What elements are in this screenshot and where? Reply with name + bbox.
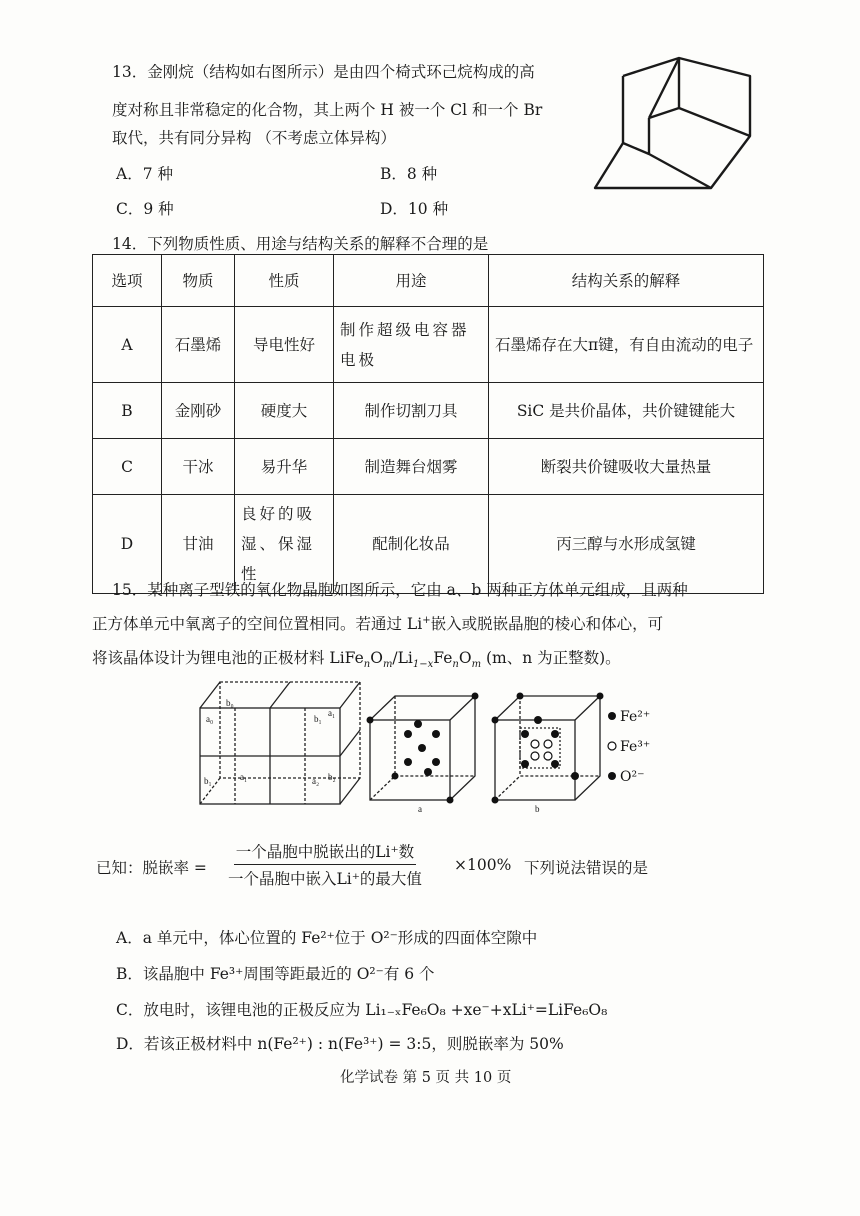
cell: 良好的吸湿、保湿性	[235, 495, 334, 594]
cell: 制造舞台烟雾	[334, 439, 489, 495]
header-explanation: 结构关系的解释	[489, 255, 764, 307]
subunit-label-a: a	[418, 804, 422, 812]
adamantane-structure-diagram	[585, 48, 775, 198]
cell: 配制化妆品	[334, 495, 489, 594]
o2-legend-marker	[608, 772, 616, 780]
q14-table	[92, 254, 764, 594]
q15-line1: 15．某种离子型铁的氧化物晶胞如图所示，它由 a、b 两种正方体单元组成，且两种	[112, 581, 688, 599]
fraction-numerator: 一个晶胞中脱嵌出的Li⁺数	[234, 840, 416, 865]
crystal-cell-figure	[190, 672, 670, 812]
q15-ask: 下列说法错误的是	[524, 859, 649, 877]
known-prefix: 已知：脱嵌率 =	[96, 859, 207, 877]
table-header-row	[93, 255, 764, 307]
cell: 丙三醇与水形成氢键	[489, 495, 764, 594]
legend-o2: O²⁻	[620, 769, 645, 785]
cell: 制作切割刀具	[334, 383, 489, 439]
header-use: 用途	[334, 255, 489, 307]
q13-line3: 取代，共有同分异构 （不考虑立体异构）	[112, 129, 396, 147]
header-option: 选项	[93, 255, 162, 307]
q15-option-d: D．若该正极材料中 n(Fe²⁺) : n(Fe³⁺) = 3:5，则脱嵌率为 50%	[116, 1035, 564, 1053]
fe3-legend-marker	[608, 742, 616, 750]
header-substance: 物质	[162, 255, 235, 307]
cell-label: a₂	[312, 776, 320, 786]
q13-option-c: C．9 种	[116, 200, 174, 218]
q13-line1: 13．金刚烷（结构如右图所示）是由四个椅式环己烷构成的高	[112, 63, 535, 81]
table-row	[93, 383, 764, 439]
cell-label: a₀	[206, 714, 214, 724]
q15-line2: 正方体单元中氧离子的空间位置相同。若通过 Li+嵌入或脱嵌晶胞的棱心和体心，可	[92, 614, 664, 633]
cell: D	[93, 495, 162, 594]
table-row	[93, 307, 764, 383]
q14-stem: 14．下列物质性质、用途与结构关系的解释不合理的是	[112, 235, 489, 253]
cell: C	[93, 439, 162, 495]
header-property: 性质	[235, 255, 334, 307]
cell: A	[93, 307, 162, 383]
page-footer: 化学试卷 第 5 页 共 10 页	[340, 1070, 512, 1086]
cell: 石墨烯	[162, 307, 235, 383]
deintercalation-fraction	[226, 840, 424, 889]
cell-label: b₀	[226, 698, 234, 708]
cell-label: b₁	[204, 776, 212, 786]
q15-option-c: C．放电时，该锂电池的正极反应为 Li₁₋ₓFe₆O₈ +xe⁻+xLi⁺=LiFe₆O₈	[116, 1001, 608, 1019]
legend-fe2: Fe²⁺	[620, 709, 651, 725]
q13-option-a: A．7 种	[116, 165, 173, 183]
cell: 金刚砂	[162, 383, 235, 439]
fe2-legend-marker	[608, 712, 616, 720]
cell: 干冰	[162, 439, 235, 495]
legend-fe3: Fe³⁺	[620, 739, 651, 755]
percent-factor: ×100%	[454, 856, 512, 874]
cell: SiC 是共价晶体，共价键键能大	[489, 383, 764, 439]
cell: 硬度大	[235, 383, 334, 439]
table-row	[93, 439, 764, 495]
q13-option-d: D．10 种	[380, 200, 449, 218]
cell-label: b₁	[314, 714, 322, 724]
cell: B	[93, 383, 162, 439]
cell-label: a₁	[240, 772, 248, 782]
cell: 石墨烯存在大π键，有自由流动的电子	[489, 307, 764, 383]
q15-option-a: A．a 单元中，体心位置的 Fe²⁺位于 O²⁻形成的四面体空隙中	[116, 929, 538, 947]
cell: 甘油	[162, 495, 235, 594]
cell: 导电性好	[235, 307, 334, 383]
q13-line2: 度对称且非常稳定的化合物，其上两个 H 被一个 Cl 和一个 Br	[112, 101, 543, 119]
q15-line3: 将该晶体设计为锂电池的正极材料 $LiFe_nO_m/Li_{1-x}Fe_nO_m$ (m、n 为正整数)。	[92, 649, 621, 671]
subunit-label-b: b	[535, 804, 540, 812]
q13-option-b: B．8 种	[380, 165, 438, 183]
fraction-denominator: 一个晶胞中嵌入Li⁺的最大值	[228, 870, 422, 888]
cell-label: a₁	[328, 708, 336, 718]
cell: 断裂共价键吸收大量热量	[489, 439, 764, 495]
cell-label: b₂	[328, 772, 336, 782]
q15-option-b: B．该晶胞中 Fe³⁺周围等距最近的 O²⁻有 6 个	[116, 965, 435, 983]
cell: 制作超级电容器电极	[334, 307, 489, 383]
cell: 易升华	[235, 439, 334, 495]
